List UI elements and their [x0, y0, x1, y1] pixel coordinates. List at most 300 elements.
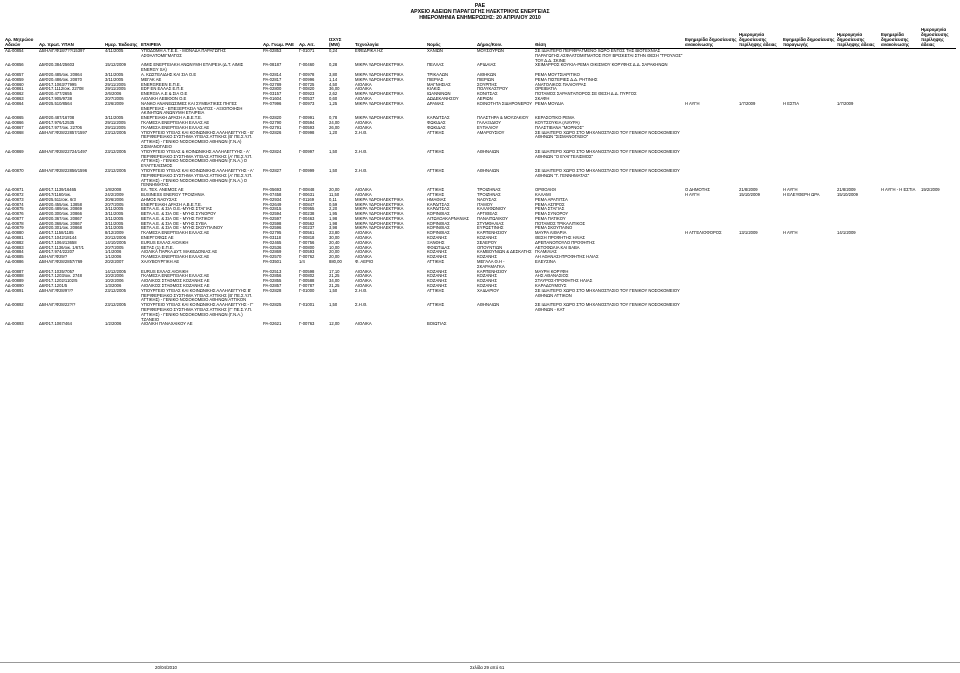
table-cell: ΡΑ-03118	[263, 236, 282, 241]
table-cell: 36,00	[329, 87, 340, 92]
table-cell: Η ΑΥΓΗ - Η ΕΣΤΙΑ	[881, 188, 916, 193]
table-cell: Γ-00802	[299, 274, 315, 279]
table-header-row	[4, 27, 956, 49]
table-cell: 15/10/2009	[837, 192, 858, 197]
header-line-1: ΡΑΕ	[474, 3, 486, 9]
table-cell: Γ-00787	[299, 284, 315, 289]
table-cell: Δ5/Φ20.384/25603	[39, 63, 75, 68]
table-cell: 30/6/2006	[105, 197, 124, 202]
table-cell: ΜΙΚΡΑ ΥΔΡΟΗΛΕΚΤΡΙΚΑ	[355, 77, 404, 82]
table-cell: ΡΑ-02465	[263, 240, 282, 245]
table-cell: ΑΔ-00871	[5, 188, 24, 193]
table-cell	[684, 169, 738, 188]
footer-date: 20/04/2010	[155, 665, 177, 670]
table-cell: Γ-00562	[299, 221, 315, 226]
table-cell: 34,00	[329, 279, 340, 284]
table-row	[4, 260, 956, 270]
table-cell	[920, 303, 956, 322]
table-cell: ΚΟΖΑΝΗΣ	[427, 250, 447, 255]
table-cell: ΧΑΛΥΒΟΥΡΓΙΚΗ ΑΕ	[141, 260, 180, 265]
table-cell	[836, 260, 880, 270]
table-cell: ΚΟΖΑΝΗΣ	[477, 279, 497, 284]
table-cell: EURUS ΕΛΛΑΣ ΑΙΟΛΙΚΗ	[141, 240, 189, 245]
table-cell: ΑΔ-00854	[5, 48, 24, 53]
table-row	[4, 63, 956, 73]
table-cell: ΡΑ-05693	[263, 188, 282, 193]
table-cell: ΓΚΑΜΙΛΙΑΣ	[535, 250, 557, 255]
table-cell: 10/2/2006	[105, 274, 124, 279]
table-cell: ΡΕΜΑ ΠΙΣΤΕΡΙΕΣ Δ.Δ. ΡΗΤΙΝΗΣ	[535, 77, 598, 82]
table-cell: ΑΙΟΛΙΚΑ	[355, 284, 372, 289]
table-cell: Γ-00800	[299, 245, 315, 250]
table-cell: ΠΑΝΑΙΤΩΛΙΚΟΥ	[477, 216, 508, 221]
table-cell	[534, 322, 684, 327]
table-cell: Δ6/Φ17.1112/οικ. 22708	[39, 87, 84, 92]
table-cell: Δ5/ΗΛ/Γ/Φ18/7??/15397	[39, 48, 85, 53]
table-cell: ΑΤΤΙΚΗΣ	[427, 260, 445, 265]
table-cell: Γ-00631	[299, 192, 315, 197]
table-cell: Γ-00537	[299, 96, 315, 101]
table-cell: ΥΠΟΥΡΓΕΙΟ ΥΓΕΙΑΣ ΚΑΙ ΚΟΙΝΩΝΙΚΗΣ ΑΛΛΗΛΕΓΓΥΗΣ - Β' ΠΕΡΙΦΕΡΕΙΑΚΟ ΣΥΣΤΗΜΑ ΥΓΕΙΑΣ ΑΤΤΙΚΗΣ (Β' ΠΕ.Σ.Υ.Π. ΑΤΤΙΚΗΣ) - ΓΕΝΙΚΟ ΝΟΣΟΚΟΜΕΙΟ ΑΘΗΝΩΝ (Γ.Ν.Α) ΣΙΣΜΑΝΟΓΛΕΙΟ	[141, 130, 254, 149]
table-cell: ΚΟΖΑΝΗΣ	[427, 255, 447, 260]
table-cell: ΑΙΟΛΙΚΑ	[355, 240, 372, 245]
table-cell: ΤΡΙΚΑΛΩΝ	[427, 72, 449, 77]
table-cell: ΑΤΤΙΚΗΣ	[427, 288, 445, 293]
table-cell: Δ5/ΗΛ/Γ/Φ28/22857/1597	[39, 130, 88, 135]
table-cell: ΑΘΗΝΑΙΩΝ	[477, 168, 500, 173]
table-cell: 11,50	[329, 192, 340, 197]
table-cell: ΑΔ-00886	[5, 260, 24, 265]
table-cell: 1/1/2006	[105, 250, 122, 255]
table-cell: 3/11/2005	[105, 226, 124, 231]
table-cell	[880, 49, 920, 64]
table-cell: Γ-01000	[299, 288, 315, 293]
table-cell: 4,50	[329, 82, 338, 87]
table-cell	[920, 49, 956, 64]
table-cell: ΑΔ-00866	[5, 120, 24, 125]
table-cell: ΕΝΕΡΓΕΙΑΚΗ ΔΡΑΣΗ Α.Β.Ε.Τ.Ε.	[141, 116, 202, 121]
table-cell: ΟΡΕΙΒΑΤΙΑ	[535, 87, 557, 92]
table-cell: ΡΕΜΑ ΣΥΝΟΡΟΥ	[535, 212, 569, 217]
table-cell: 1,25	[329, 101, 338, 106]
table-cell: Γ-01071	[299, 48, 315, 53]
column-header: ΙΣΧΥΣ (MW)	[328, 27, 354, 49]
table-cell: 23/6/2009	[105, 101, 124, 106]
table-cell: Γ-01001	[299, 303, 315, 308]
table-row	[4, 150, 956, 169]
column-header: Θέση	[534, 27, 684, 49]
table-cell: ΑΔ-00856	[5, 63, 24, 68]
table-cell: Γ-00978	[299, 72, 315, 77]
table-cell: ΑΔ-00893	[5, 322, 24, 327]
table-cell: 29/11/2005	[105, 87, 126, 92]
table-cell: ΡΕΜΑ ΠΑΤΙΚΟΥ	[535, 216, 566, 221]
table-cell: ΣΕ ΙΔΙΑΙΤΕΡΟ ΠΕΡΙΦΡΑΓΜΕΝΟ ΧΩΡΟ ΕΝΤΟΣ ΤΗΣ ΒΙΟΤΕΧΝΙΑΣ ΠΑΡΑΓΩΓΗΣ ΑΣΦΑΛΤΟΜΙΓΜΑΤΟΣ ΠΟΥ ΒΡΙΣΚΕΤΑΙ ΣΤΗΝ ΘΕΣΗ "ΤΡΟΥΛΟΣ" ΤΟΥ Δ.Δ. ΣΚΙΝΕ	[535, 48, 683, 63]
table-cell: ΑΔ-00879	[5, 226, 24, 231]
table-cell: 1,50	[329, 288, 338, 293]
table-cell: ΑΘΗΝΑΙΩΝ	[477, 149, 500, 154]
table-cell: ΑΔ-00887	[5, 269, 24, 274]
table-cell: Γ-00593	[299, 250, 315, 255]
table-cell: ΚΟΖΑΝΗΣ	[477, 236, 497, 241]
table-cell: ΠΟΤΑΜΟΣ ΤΡΙΚΑΛΙΤΙΚΟΣ	[535, 221, 586, 226]
table-cell: 23/12/2005	[105, 168, 126, 173]
table-cell: ΚΟΡΙΝΘΙΑΣ	[427, 212, 450, 217]
table-cell: ΣΟΥΡΠΗΣ	[477, 82, 497, 87]
table-cell: ΑΔ-00883	[5, 245, 24, 250]
table-cell: 20,00	[329, 255, 340, 260]
table-cell: ΑΔ-00892	[5, 303, 24, 308]
table-cell: ΕΛ. ΤΕΧ. ΑΝΕΜΟΣ ΑΕ	[141, 188, 184, 193]
table-cell: 21,25	[329, 274, 340, 279]
table-cell: ΑΔ-00877	[5, 216, 24, 221]
table-cell: Σ.Η.Θ.	[355, 303, 368, 308]
table-cell: 15/10/2009	[739, 192, 760, 197]
table-cell: ΚΕΡΑΣΟΤΙΚΟ ΡΕΜΑ	[535, 116, 575, 121]
table-cell: ΠΛΑΣΤΗΡΑ & ΜΟΥΖΑΚΙΟΥ	[477, 116, 529, 121]
table-cell: Γ-00999	[299, 168, 315, 173]
table-cell	[880, 303, 920, 322]
table-cell: ΜΑΓΝΗΣΙΑΣ	[427, 82, 451, 87]
table-cell: 1,98	[329, 216, 338, 221]
table-cell: ΜΙΚΡΑ ΥΔΡΟΗΛΕΚΤΡΙΚΑ	[355, 226, 404, 231]
table-cell	[738, 150, 782, 169]
table-cell	[836, 169, 880, 188]
table-cell: 3/11/2005	[105, 212, 124, 217]
table-cell: ΡΕΜΑ ΜΟΥΔΙΑ	[535, 101, 564, 106]
table-cell: ΑΙΤΩΛΟΑΚΑΡΝΑΝΙΑΣ	[427, 216, 470, 221]
table-cell: ΡΕΜΑ ΜΟΥΤΣΙΑΡΙΤΙΚΟ	[535, 72, 580, 77]
table-cell: 0,59	[329, 202, 338, 207]
column-header: Αρ. Μητρώου Αδειών	[4, 27, 38, 49]
table-cell	[920, 322, 956, 327]
table-cell: 21/8/2009	[739, 188, 758, 193]
table-cell: ΑΙΟΛΙΚΑ	[355, 255, 372, 260]
table-cell: ΑΔ-00873	[5, 197, 24, 202]
table-cell: ΒΟΙΩΤΙΑΣ	[427, 322, 447, 327]
table-cell: ΑΙΟΛΙΚΗ ΛΕΒΙΘΟΝ Ο.Ε	[141, 96, 187, 101]
table-cell: 24,00	[329, 120, 340, 125]
table-cell: ΡΑ-02826	[263, 130, 282, 135]
table-cell: Γ-00598	[299, 269, 315, 274]
table-cell: ΑΙΟΛΙΚΑ	[355, 125, 372, 130]
table-cell: 1,20	[329, 130, 338, 135]
table-cell: ΥΠΟΥΡΓΕΙΟ ΥΓΕΙΑΣ ΚΑΙ ΚΟΙΝΩΝΙΚΗΣ ΑΛΛΗΛΕΓΓΥΗΣ - Γ' ΠΕΡΙΦΕΡΕΙΑΚΟ ΣΥΣΤΗΜΑ ΥΓΕΙΑΣ ΑΤΤΙΚΗΣ (Γ' ΠΕ.Σ.Υ.Π. ΑΤΤΙΚΗΣ) - ΓΕΝΙΚΟ ΝΟΣΟΚΟΜΕΙΟ ΑΘΗΝΩΝ (Γ.Ν.Α.) ΤΖΑΝΕΙΟ	[141, 303, 254, 322]
table-cell: ΑΔ-00857	[5, 72, 24, 77]
table-row	[4, 102, 956, 116]
table-cell: 26,00	[329, 125, 340, 130]
table-cell: Δ5/ΗΛ/Γ/Φ29/?	[39, 255, 68, 260]
table-cell	[782, 260, 836, 270]
table-cell: Γ-00762	[299, 255, 315, 260]
table-cell: Γ-00847	[299, 202, 315, 207]
table-cell: Γ-00848	[299, 188, 315, 193]
table-cell: 1,98	[329, 221, 338, 226]
table-cell: ΜΕΓΑΛΑ Θ.Η - ΣΚΑΡΑΜΑΓΚΑ	[477, 260, 505, 269]
table-cell: ΚΟΖΑΝΗΣ	[477, 255, 497, 260]
table-cell: ΑΙΟΛΙΚΑ	[355, 231, 372, 236]
table-cell: ΚΟΖΑΝΗΣ	[427, 236, 447, 241]
table-cell	[738, 289, 782, 303]
table-cell: ΡΑ-03501	[263, 260, 282, 265]
table-cell: 10,00	[329, 245, 340, 250]
table-cell	[738, 63, 782, 73]
table-cell: ΑΙΟΛΙΚΑ	[355, 245, 372, 250]
table-cell: ΡΑ-02853	[263, 48, 282, 53]
table-cell: ΡΑ-02621	[263, 322, 282, 327]
table-cell: ΜΕΓΑΚ ΑΕ	[141, 77, 162, 82]
table-cell: Δ6/Φ20.485/οικ. 20864	[39, 72, 82, 77]
table-cell: ΕΝΕΡΓΟΦΩΣ ΑΕ	[141, 236, 174, 241]
table-cell: Η ΕΣΤΙΑ	[783, 101, 800, 106]
table-cell: ΑΔ-00882	[5, 240, 24, 245]
table-cell: ΜΙΚΡΑ ΥΔΡΟΗΛΕΚΤΡΙΚΑ	[355, 92, 404, 97]
table-cell: 20/7/2005	[105, 96, 124, 101]
table-cell: ΡΑ-02790	[263, 120, 282, 125]
table-cell: ΑΔ-00875	[5, 207, 24, 212]
table-cell: Γ-00763	[299, 322, 315, 327]
table-cell: 17,10	[329, 269, 340, 274]
table-cell: 20,40	[329, 240, 340, 245]
table-cell: ΜΙΚΡΑ ΥΔΡΟΗΛΕΚΤΡΙΚΑ	[355, 197, 404, 202]
table-cell: ΡΑ-08187	[263, 63, 282, 68]
table-cell: ΜΑΥΡΑ ΛΙΘΑΡΙΑ	[535, 231, 567, 236]
table-cell: ΚΑΛΛΙΦΩΝΙΟΥ	[477, 207, 506, 212]
table-cell: 8/12/2009	[105, 231, 124, 236]
table-cell: ΑΔ-00885	[5, 255, 24, 260]
table-cell: ΦΩΚΙΔΑΣ	[427, 125, 446, 130]
table-cell: ΑΔ-00889	[5, 279, 24, 284]
table-cell: 3/11/2005	[105, 77, 124, 82]
table-cell	[782, 63, 836, 73]
table-cell: ΣΕ ΙΔΙΑΙΤΕΡΟ ΧΩΡΟ ΣΤΟ ΜΗΧΑΝΟΣΤΑΣΙΟ ΤΟΥ ΓΕΝΙΚΟΥ ΝΟΣΟΚΟΜΕΙΟΥ ΑΘΗΝΩΝ "Γ. ΓΕΝΝΗΜΑΤΑΣ"	[535, 168, 680, 178]
table-cell: 29/11/2005	[105, 120, 126, 125]
table-cell: ΑΙΟΛΙΚΑ	[355, 87, 372, 92]
table-cell: 29/11/2005	[105, 82, 126, 87]
table-row	[4, 303, 956, 322]
table-cell: ΥΠΟΔΟΜΗ Α.Τ.Ε.Ε. - ΜΟΝΑΔΑ ΠΑΡΑΓΩΓΗΣ ΑΣΦΑΛΤΟΜΙΓΜΑΤΟΣ	[141, 48, 226, 58]
table-cell: ΚΟΖΑΝΗΣ	[427, 284, 447, 289]
table-cell: ΚΟΡΙΝΘΙΑΣ	[427, 231, 450, 236]
column-header: Νομός	[426, 27, 476, 49]
table-cell: 13/1/2009	[739, 231, 758, 236]
table-cell: 14/12/2005	[105, 269, 126, 274]
table-cell: ΑΘΗΝΑΙΩΝ	[477, 303, 500, 308]
table-cell: Δ6/Φ17.977/οικ. 22706	[39, 125, 82, 130]
table-cell: ΡΑ-02856	[263, 274, 282, 279]
table-cell: Δ6/Φ17.1067/464	[39, 322, 72, 327]
table-cell: Δ6/Φ20.455/οικ. 13858	[39, 202, 82, 207]
table-cell	[920, 102, 956, 116]
table-cell	[836, 49, 880, 64]
column-header: Αρ. πρωτ. ΥΠΑΝ	[38, 27, 104, 49]
table-cell: Η ΕΛΕΥΘΕΡΗ ΩΡΑ	[783, 192, 820, 197]
table-cell: Σ.Η.Θ.	[355, 130, 368, 135]
table-cell	[738, 303, 782, 322]
table-cell: ΑΔ-00865	[5, 116, 24, 121]
table-cell: ΚΟΖΑΝΗΣ	[477, 274, 497, 279]
table-cell	[880, 102, 920, 116]
column-header: Ημερ. Έκδοσης	[104, 27, 140, 49]
table-cell	[476, 322, 534, 327]
table-cell: ΑΔ-00863	[5, 96, 24, 101]
table-cell: ΡΑ-02814	[263, 72, 282, 77]
table-cell: Δ5/ΗΛ/Γ/Φ28/22856/1596	[39, 168, 88, 173]
table-cell: Γ-00463	[299, 216, 315, 221]
table-cell: 20/7/2005	[105, 245, 124, 250]
table-cell: 0,24	[329, 48, 338, 53]
table-cell: ΑΤΤΙΚΗΣ	[427, 130, 445, 135]
table-cell: 3/11/2005	[105, 116, 124, 121]
table-cell: ΚΑΡΠΕΝΗΣΙΟΥ	[477, 231, 507, 236]
table-cell: Δ6/Φ17.905/9738	[39, 96, 72, 101]
table-cell: 23,80	[329, 231, 340, 236]
table-cell: 20,00	[329, 188, 340, 193]
table-cell	[684, 303, 738, 322]
table-cell: ΔΗΜΟΣ ΝΑΟΥΣΑΣ	[141, 197, 177, 202]
table-cell: ΠΛΑΣΤΙΒΑΝΑ "ΜΟΡΝΟΣ"	[535, 125, 584, 130]
table-cell: ΚΟΥΤΣΟΥΚΙΑ (ΛΙΛΥΡΑ)	[535, 120, 580, 125]
table-cell: ΠΕΛΛΑΣ	[427, 63, 444, 68]
table-cell	[684, 289, 738, 303]
table-cell: ΑΙΘΗΚΩΝ	[477, 72, 497, 77]
table-cell: ΜΙΚΡΑ ΥΔΡΟΗΛΕΚΤΡΙΚΑ	[355, 202, 404, 207]
table-cell: ΑΙΟΛΙΚΑ	[355, 236, 372, 241]
table-cell	[880, 150, 920, 169]
table-cell	[836, 63, 880, 73]
table-cell: ΡΑ-02869	[263, 250, 282, 255]
table-cell: ΡΕΜΑ ΣΤΑΓΙΑΣ	[535, 207, 565, 212]
table-cell: ΣΕ ΙΔΙΑΙΤΕΡΟ ΧΩΡΟ ΣΤΟ ΜΗΧΑΝΟΣΤΑΣΙΟ ΤΟΥ ΓΕΝΙΚΟΥ ΝΟΣΟΚΟΜΕΙΟΥ ΑΘΗΝΩΝ ΑΤΤΙΚΟΝ	[535, 288, 680, 298]
table-cell: 15/12/2009	[105, 63, 126, 68]
table-cell: ΕΛΕΥΣΙΝΑ	[535, 260, 556, 265]
table-cell: ΑΙΜΙΣ ΕΝΕΡΓΕΙΑΚΗ ΑΝΩΝΥΜΗ ΕΤΑΙΡΕΙΑ (Δ.Τ. ΑΙΜΙΣ ENERGY SA)	[141, 63, 244, 73]
table-cell: Σ.Η.Θ.	[355, 288, 368, 293]
table-cell: ΑΙΟΛΙΚΑ	[355, 274, 372, 279]
table-cell: ΡΑ-02596	[263, 226, 282, 231]
column-header: ΕΤΑΙΡΕΙΑ	[140, 27, 262, 49]
table-cell: ΣΕ ΙΔΙΑΙΤΕΡΟ ΧΩΡΟ ΣΤΟ ΜΗΧΑΝΟΣΤΑΣΙΟ ΤΟΥ ΓΕΝΙΚΟΥ ΝΟΣΟΚΟΜΕΙΟΥ ΑΘΗΝΩΝ "Ο ΕΥΑΓΓΕΛΙΣΜΟΣ"	[535, 149, 680, 159]
table-cell: 3/11/2005	[105, 221, 124, 226]
table-cell: ΚΑΡΔΙΤΣΑΣ	[427, 202, 450, 207]
table-cell: Δ6/Φ17.976/12535	[39, 120, 75, 125]
table-cell: Γ-00923	[299, 92, 315, 97]
table-cell	[920, 63, 956, 73]
table-cell: ΜΙΚΡΑ ΥΔΡΟΗΛΕΚΤΡΙΚΑ	[355, 101, 404, 106]
table-cell: EDF EN ΕΛΛΑΣ Ε.Π.Ε	[141, 87, 184, 92]
table-cell: ΔΡΕΠΑΝΟΠΟΥΛΟ ΠΡΟΦΗΤΗΣ	[535, 240, 595, 245]
table-cell: BUSINESS ENERGY ΤΡΟΙΖΗΝΙΑ	[141, 192, 205, 197]
table-cell: Δ6/Φ25.510/8564	[39, 101, 72, 106]
table-cell: ΛΕΡΙΩΝ	[477, 96, 493, 101]
table-cell: Γ-00756	[299, 240, 315, 245]
table-cell: ΑΔ-00870	[5, 168, 24, 173]
table-cell: Δ5/ΗΛ/Γ/Φ28/22724/1497	[39, 149, 88, 154]
table-cell: ΑΙΟΛΙΚΑ	[355, 188, 372, 193]
table-cell: Δ6/Φ20.487/16708	[39, 116, 75, 121]
table-cell: 1,95	[329, 212, 338, 217]
table-cell: ΚΑΡΠΕΝΗΣΙΟΥ	[477, 269, 507, 274]
table-cell: ΑΔ-00862	[5, 92, 24, 97]
table-cell: Η ΑΥΓΗ	[783, 188, 798, 193]
table-cell: Γ-00237	[299, 226, 315, 231]
header-line-2: ΑΡΧΕΙΟ ΑΔΕΙΩΝ ΠΑΡΑΓΩΓΗΣ ΗΛΕΚΤΡΙΚΗΣ ΕΝΕΡΓΕΙΑΣ	[410, 9, 550, 15]
table-cell: 10/2/2006	[105, 279, 124, 284]
table-cell: 20/2/2007	[105, 260, 124, 265]
table-cell	[920, 289, 956, 303]
table-cell: Δ5/ΗΛ/Γ/Φ28/2857/769	[39, 260, 83, 265]
table-cell: ΕΦΕΔΡΙΚΑ ΗΖ	[355, 48, 383, 53]
table-cell: ΠΙΕΡΙΩΝ	[477, 77, 495, 82]
table-cell: 0,11	[329, 197, 337, 202]
table-cell: Γ-00594	[299, 120, 315, 125]
table-cell: ΑΙΟΛΙΚΑ	[355, 192, 372, 197]
table-row	[4, 289, 956, 303]
table-cell: 24/2/2009	[105, 192, 124, 197]
table-cell: ΥΠΟΥΡΓΕΙΟ ΥΓΕΙΑΣ ΚΑΙ ΚΟΙΝΩΝΙΚΗΣ ΑΛΛΗΛΕΓΓΥΗΣ - Α' ΠΕΡΙΦΕΡΕΙΑΚΟ ΣΥΣΤΗΜΑ ΥΓΕΙΑΣ ΑΤΤΙΚΗΣ (Α' ΠΕ.Σ.Υ.Π. ΑΤΤΙΚΗΣ) - ΓΕΝΙΚΟ ΝΟΣΟΚΟΜΕΙΟ ΑΘΗΝΩΝ (Γ.Ν.Α.) Ο ΓΕΝΝΗΜΑΤΑΣ	[141, 168, 254, 188]
table-cell: ΣΕ ΙΔΙΑΙΤΕΡΟ ΧΩΡΟ ΣΤΟ ΜΗΧΑΝΟΣΤΑΣΙΟ ΤΟΥ ΓΕΝΙΚΟΥ ΝΟΣΟΚΟΜΕΙΟΥ ΑΘΗΝΩΝ "ΣΙΣΜΑΝΟΓΛΕΙΟ"	[535, 130, 680, 140]
table-cell: ΒΕΤΑΣ (1) Ε.Π.Ε.	[141, 245, 174, 250]
table-cell: Δ5/ΗΛ/Γ/Φ28/9?/?	[39, 288, 74, 293]
table-cell: ΟΠΟΥΝΤΙΩΝ	[477, 245, 503, 250]
table-cell: ΜΙΚΡΑ ΥΔΡΟΗΛΕΚΤΡΙΚΑ	[355, 207, 404, 212]
table-cell: ΚΟΖΑΝΗΣ	[427, 269, 447, 274]
table-cell: ΡΑ-02649	[263, 202, 282, 207]
table-cell: ΒΕΤΑ Α.Ε. & ΣΙΑ ΟΕ - ΜΥΗΣ ΣΥΒΑ	[141, 221, 207, 226]
table-cell: ΤΡΟΙΖΗΝΑΣ	[477, 188, 501, 193]
column-header: Ημερομηνία δημοσίευσης περίληψης άδειας	[738, 27, 782, 49]
table-cell: Δ6/Φ17/1160/οικ.	[39, 192, 72, 197]
table-cell: Δ6/Φ17.1202/1102/5	[39, 279, 78, 284]
table-cell	[738, 169, 782, 188]
table-cell: 20/7/2005	[105, 202, 124, 207]
table-cell: ENERGIA Α.Ε & ΣΙΑ Ο.Ε	[141, 92, 188, 97]
table-cell: 3,98	[329, 226, 338, 231]
table-cell: ΓΚΑΜΕΣΑ ΕΝΕΡΓΕΙΑΚΗ ΕΛΛΑΣ ΑΕ	[141, 125, 210, 130]
table-cell: Δ5/ΗΛ/Γ/Φ28/22?/?	[39, 303, 76, 308]
table-cell: 14/10/2005	[105, 240, 126, 245]
table-cell: ΧΑΝΙΩΝ	[427, 48, 443, 53]
table-cell: Η ΑΥΓΗ	[783, 231, 798, 236]
table-cell	[880, 322, 920, 327]
table-cell: 1/3/2006	[105, 284, 122, 289]
table-cell: Η ΑΥΓΗ	[685, 192, 700, 197]
table-row	[4, 322, 956, 327]
table-cell: ΑΙΟΛΙΚΑ	[355, 250, 372, 255]
table-cell: Δ6/Φ17.1035/7057	[39, 269, 75, 274]
table-cell: Δ6/Φ20.489/οικ. 20869	[39, 207, 82, 212]
table-cell: ΚΟΙΝΟΤΗΤΑ ΣΙΔΗΡΟΝΕΡΟΥ	[477, 101, 533, 106]
table-cell: ΑΙΟΛΙΚΑ	[355, 322, 372, 327]
table-cell	[738, 49, 782, 64]
table-cell: ΒΕΤΑ Α.Ε. & ΣΙΑ Ο.Ε.-ΜΥΗΣ ΣΤΑΓΙΑΣ	[141, 207, 213, 212]
table-cell: ΑΡΙΔΑΙΑΣ	[477, 63, 496, 68]
table-cell: 29/11/2005	[105, 125, 126, 130]
table-cell: ΡΑ-02827	[263, 168, 282, 173]
table-cell: ΒΕΤΑ Α.Ε. & ΣΙΑ ΟΕ - ΜΥΗΣ ΣΥΝΟΡΟΥ	[141, 212, 217, 217]
table-cell: 4/11/2005	[105, 48, 124, 53]
table-cell: ΜΙΚΡΑ ΥΔΡΟΗΛΕΚΤΡΙΚΑ	[355, 216, 404, 221]
table-cell: 0,60	[329, 96, 338, 101]
table-cell: 19/2/2009	[921, 188, 940, 193]
table-cell: ΡΑ-02789	[263, 82, 282, 87]
table-cell: ΓΑΛΑΞΙΔΙΟΥ	[477, 120, 502, 125]
table-cell: ΚΟΖΑΝΗΣ	[427, 279, 447, 284]
table-cell: ENERGREEN Ε.Π.Ε.	[141, 82, 181, 87]
table-cell: Δ6/Φ25.511/οικ. 6/3	[39, 197, 76, 202]
table-cell: 2/6/2006	[105, 92, 122, 97]
table-cell: ΑΔ-00868	[5, 130, 24, 135]
